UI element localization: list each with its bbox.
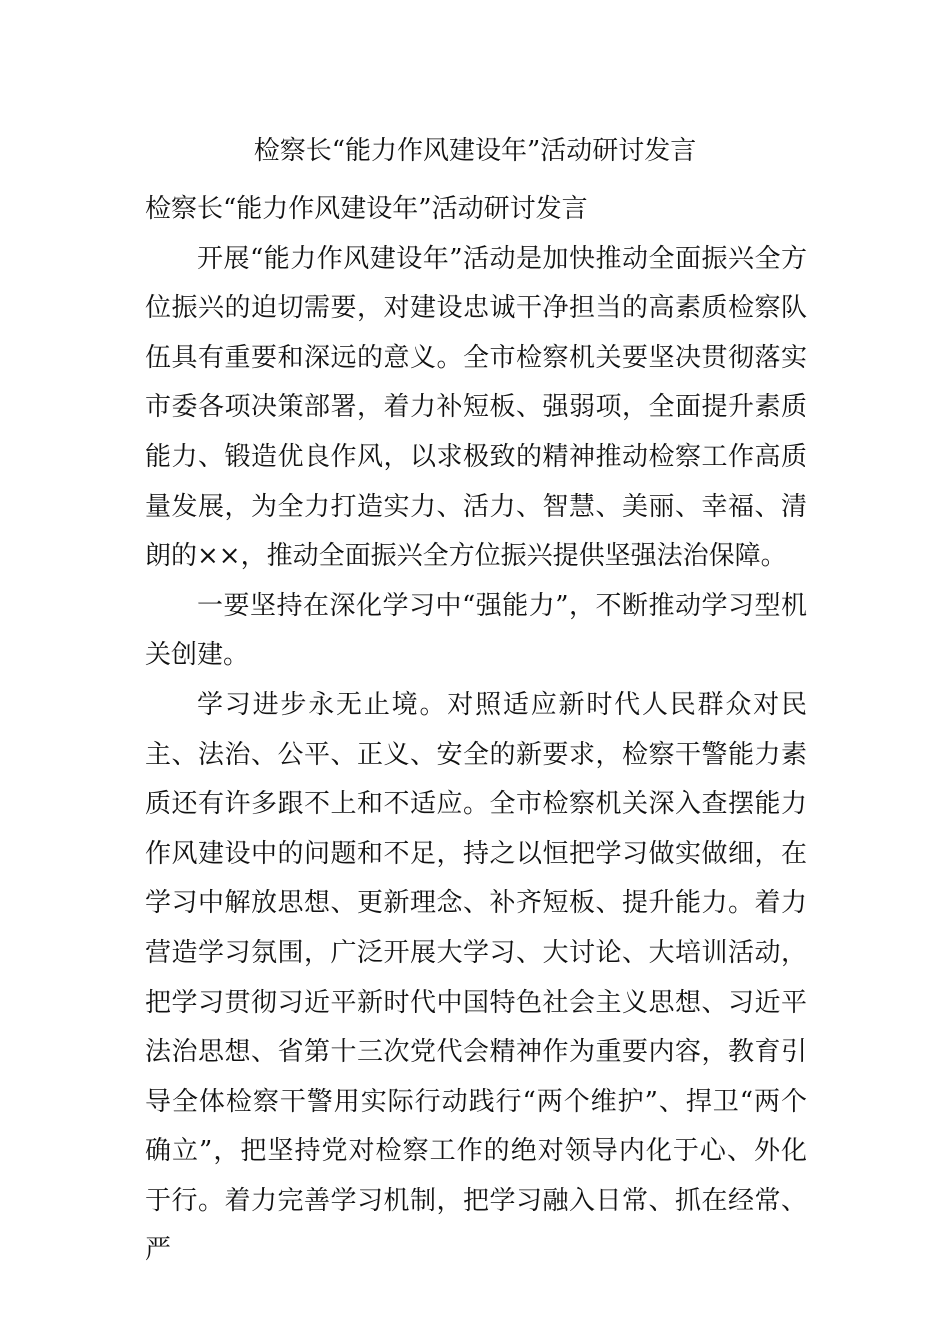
document-title: 检察长“能力作风建设年”活动研讨发言 <box>253 136 697 166</box>
document-subtitle: 检察长“能力作风建设年”活动研讨发言 <box>145 194 588 224</box>
document-body <box>145 185 807 1276</box>
paragraph-learning: 学习进步永无止境。对照适应新时代人民群众对民主、法治、公平、正义、安全的新要求，检察干警能力素质还有许多跟不上和不适应。全市检察机关深入查摆能力作风建设中的问题和不足，持之以恒把学习做实做细，在学习中解放思想、更新理念、补齐短板、提升能力。着力营造学习氛围，广泛开展大学习、大讨论、大培训活动，把学习贯彻习近平新时代中国特色社会主义思想、习近平法治思想、省第十三次党代会精神作为重要内容，教育引导全体检察干警用实际行动践行“两个维护”、捍卫“两个确立”，把坚持党对检察工作的绝对领导内化于心、外化于行。着力完善学习机制，把学习融入日常、抓在经常、严 <box>145 689 807 1266</box>
paragraph-point-one: 一要坚持在深化学习中“强能力”，不断推动学习型机关创建。 <box>145 590 807 671</box>
paragraph-intro: 开展“能力作风建设年”活动是加快推动全面振兴全方位振兴的迫切需要，对建设忠诚干净担当的高素质检察队伍具有重要和深远的意义。全市检察机关要坚决贯彻落实市委各项决策部署，着力补短板、强弱项，全面提升素质能力、锻造优良作风，以求极致的精神推动检察工作高质量发展，为全力打造实力、活力、智慧、美丽、幸福、清朗的××，推动全面振兴全方位振兴提供坚强法治保障。 <box>145 243 807 572</box>
